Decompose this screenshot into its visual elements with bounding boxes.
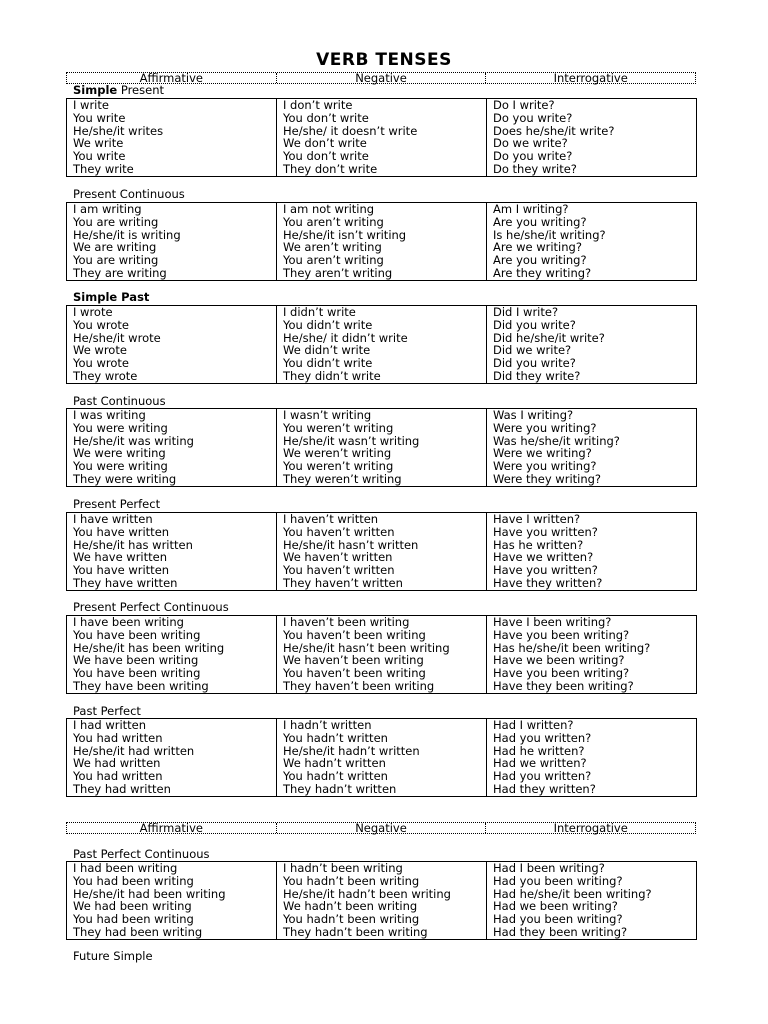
conjugation-line: You wrote <box>73 356 129 371</box>
conjugation-line: He/she/it hasn’t written <box>283 537 419 552</box>
conjugation-line: You hadn’t written <box>283 769 388 784</box>
conjugation-line: You aren’t writing <box>283 253 384 268</box>
conjugation-line: You didn’t write <box>283 356 373 371</box>
conjugation-line: You don’t write <box>283 149 369 164</box>
conjugation-line: They aren’t writing <box>283 265 393 280</box>
conjugation-line: You are writing <box>73 214 159 229</box>
conjugation-line: Has he written? <box>493 537 584 552</box>
tense-table <box>66 512 697 591</box>
tense-table <box>66 98 697 177</box>
conjugation-line: Had I written? <box>493 718 574 732</box>
conjugation-line: Had he/she/it been writing? <box>493 886 652 901</box>
conjugation-line: You aren’t writing <box>283 214 384 229</box>
conjugation-line: I hadn’t been writing <box>283 861 403 875</box>
conjugation-line: Was he/she/it writing? <box>493 433 620 448</box>
conjugation-line: Did he/she/it write? <box>493 330 605 345</box>
conjugation-line: Had you written? <box>493 730 592 745</box>
tense-table <box>66 408 697 487</box>
conjugation-line: Does he/she/it write? <box>493 123 615 138</box>
conjugation-line: Have we written? <box>493 550 594 565</box>
conjugation-line: Do I write? <box>493 98 555 112</box>
conjugation-line: Have you been writing? <box>493 627 630 642</box>
conjugation-line: He/she/it isn’t writing <box>283 227 407 242</box>
conjugation-line: You had been writing <box>73 873 194 888</box>
conjugation-line: They hadn’t been writing <box>283 924 428 939</box>
section-label-text: Present Continuous <box>73 187 185 201</box>
conjugation-line: They have been writing <box>73 678 209 693</box>
cell-affirmative <box>67 616 277 694</box>
section-label-future-simple: Future Simple <box>73 949 153 963</box>
section-label <box>73 188 185 201</box>
tense-table <box>66 202 697 281</box>
cell-affirmative <box>67 719 277 797</box>
conjugation-line: Had you been writing? <box>493 873 623 888</box>
conjugation-line: We hadn’t been writing <box>283 899 418 914</box>
conjugation-line: They have written <box>73 575 178 590</box>
conjugation-line: They haven’t been writing <box>283 678 435 693</box>
table-row <box>67 306 697 384</box>
conjugation-line: You were writing <box>73 420 168 435</box>
conjugation-line: They haven’t written <box>283 575 403 590</box>
header-affirmative: Affirmative <box>67 823 277 833</box>
conjugation-line: Are we writing? <box>493 240 582 255</box>
cell-interrogative <box>487 862 697 940</box>
conjugation-line: We have been writing <box>73 653 199 668</box>
header-negative: Negative <box>277 823 487 833</box>
conjugation-line: Am I writing? <box>493 202 569 216</box>
conjugation-line: They didn’t write <box>283 368 381 383</box>
cell-interrogative <box>487 306 697 384</box>
section-label-text: Present Perfect Continuous <box>73 600 229 614</box>
section-label <box>73 84 164 97</box>
conjugation-line: I wasn’t writing <box>283 408 372 422</box>
conjugation-line: He/she/it had been writing <box>73 886 226 901</box>
section-label-text: Present Perfect <box>73 497 161 511</box>
cell-affirmative <box>67 513 277 591</box>
conjugation-line: Had they written? <box>493 781 596 796</box>
cell-interrogative <box>487 99 697 177</box>
conjugation-line: We wrote <box>73 343 127 358</box>
conjugation-line: Was I writing? <box>493 408 574 422</box>
conjugation-line: Are you writing? <box>493 214 587 229</box>
conjugation-line: He/she/it wasn’t writing <box>283 433 420 448</box>
conjugation-line: You had written <box>73 730 163 745</box>
cell-negative <box>277 862 487 940</box>
cell-negative <box>277 306 487 384</box>
conjugation-line: They were writing <box>73 471 177 486</box>
cell-negative <box>277 99 487 177</box>
conjugation-line: Had you been writing? <box>493 912 623 927</box>
table-row <box>67 409 697 487</box>
header-interrogative: Interrogative <box>553 71 628 85</box>
conjugation-line: Did they write? <box>493 368 581 383</box>
conjugation-line: We write <box>73 136 124 151</box>
conjugation-line: Has he/she/it been writing? <box>493 640 651 655</box>
section-label <box>73 601 229 614</box>
conjugation-line: He/she/it hasn’t been writing <box>283 640 450 655</box>
cell-negative <box>277 409 487 487</box>
conjugation-line: You were writing <box>73 459 168 474</box>
conjugation-line: He/she/it is writing <box>73 227 181 242</box>
table-row <box>67 99 697 177</box>
conjugation-line: Were you writing? <box>493 420 597 435</box>
conjugation-line: We were writing <box>73 446 166 461</box>
section-label-text: Past Perfect <box>73 704 141 718</box>
tense-table <box>66 718 697 797</box>
table-row <box>67 203 697 281</box>
section-label-bold: Simple Past <box>73 290 150 304</box>
conjugation-line: We didn’t write <box>283 343 371 358</box>
section-label <box>73 848 210 861</box>
conjugation-line: We don’t write <box>283 136 367 151</box>
cell-affirmative <box>67 203 277 281</box>
header-interrogative: Interrogative <box>553 821 628 835</box>
conjugation-line: I didn’t write <box>283 305 356 319</box>
conjugation-line: Have they written? <box>493 575 603 590</box>
cell-interrogative <box>487 719 697 797</box>
section-label <box>73 291 149 304</box>
conjugation-line: He/she/it hadn’t written <box>283 743 420 758</box>
cell-negative <box>277 513 487 591</box>
conjugation-line: I hadn’t written <box>283 718 372 732</box>
table-row <box>67 719 697 797</box>
conjugation-line: We hadn’t written <box>283 756 386 771</box>
conjugation-line: You haven’t written <box>283 563 395 578</box>
page-title: VERB TENSES <box>316 50 452 70</box>
conjugation-line: You had been writing <box>73 912 194 927</box>
cell-interrogative <box>487 513 697 591</box>
conjugation-line: Were you writing? <box>493 459 597 474</box>
conjugation-line: Are you writing? <box>493 253 587 268</box>
conjugation-line: I don’t write <box>283 98 353 112</box>
conjugation-line: You weren’t writing <box>283 420 394 435</box>
cell-affirmative <box>67 409 277 487</box>
conjugation-line: I was writing <box>73 408 146 422</box>
conjugation-line: You wrote <box>73 317 129 332</box>
conjugation-line: I am writing <box>73 202 142 216</box>
conjugation-line: They wrote <box>73 368 138 383</box>
conjugation-line: They write <box>73 161 134 176</box>
conjugation-line: You have written <box>73 563 170 578</box>
conjugation-line: They don’t write <box>283 161 378 176</box>
conjugation-line: Did we write? <box>493 343 572 358</box>
cell-affirmative <box>67 99 277 177</box>
cell-interrogative <box>487 616 697 694</box>
conjugation-line: They are writing <box>73 265 167 280</box>
conjugation-line: Had he written? <box>493 743 585 758</box>
column-header-row-repeat <box>66 822 696 834</box>
conjugation-line: We haven’t been writing <box>283 653 424 668</box>
conjugation-line: You have written <box>73 524 170 539</box>
conjugation-line: You have been writing <box>73 666 201 681</box>
conjugation-line: You had written <box>73 769 163 784</box>
conjugation-line: Have you written? <box>493 524 598 539</box>
conjugation-line: I have been writing <box>73 615 184 629</box>
section-label-text: Past Perfect Continuous <box>73 847 210 861</box>
conjugation-line: You hadn’t been writing <box>283 873 420 888</box>
conjugation-line: You write <box>73 110 126 125</box>
conjugation-line: Do you write? <box>493 110 573 125</box>
section-label <box>73 705 141 718</box>
conjugation-line: He/she/it has been writing <box>73 640 225 655</box>
conjugation-line: Have I been writing? <box>493 615 612 629</box>
conjugation-line: They had written <box>73 781 171 796</box>
conjugation-line: You haven’t been writing <box>283 627 426 642</box>
conjugation-line: He/she/it had written <box>73 743 195 758</box>
conjugation-line: They had been writing <box>73 924 203 939</box>
section-label-bold: Simple <box>73 83 118 97</box>
conjugation-line: Do they write? <box>493 161 577 176</box>
conjugation-line: He/she/it wrote <box>73 330 161 345</box>
conjugation-line: We haven’t written <box>283 550 393 565</box>
section-label <box>73 395 166 408</box>
table-row <box>67 513 697 591</box>
conjugation-line: You have been writing <box>73 627 201 642</box>
conjugation-line: We weren’t writing <box>283 446 392 461</box>
conjugation-line: He/she/it has written <box>73 537 193 552</box>
tense-table <box>66 615 697 694</box>
conjugation-line: He/she/it hadn’t been writing <box>283 886 451 901</box>
conjugation-line: Have you been writing? <box>493 666 630 681</box>
conjugation-line: Were we writing? <box>493 446 592 461</box>
conjugation-line: You haven’t written <box>283 524 395 539</box>
conjugation-line: You are writing <box>73 253 159 268</box>
conjugation-line: Did you write? <box>493 356 576 371</box>
conjugation-line: He/she/ it doesn’t write <box>283 123 418 138</box>
cell-interrogative <box>487 203 697 281</box>
cell-interrogative <box>487 409 697 487</box>
conjugation-line: Were they writing? <box>493 471 602 486</box>
conjugation-line: Have you written? <box>493 563 598 578</box>
conjugation-line: I had written <box>73 718 147 732</box>
cell-affirmative <box>67 306 277 384</box>
table-row <box>67 862 697 940</box>
conjugation-line: We had been writing <box>73 899 192 914</box>
conjugation-line: Had I been writing? <box>493 861 605 875</box>
conjugation-line: Did I write? <box>493 305 559 319</box>
conjugation-line: Have they been writing? <box>493 678 634 693</box>
conjugation-line: We have written <box>73 550 168 565</box>
tense-table <box>66 305 697 384</box>
conjugation-line: You write <box>73 149 126 164</box>
conjugation-line: I haven’t written <box>283 512 379 526</box>
conjugation-line: They weren’t writing <box>283 471 402 486</box>
conjugation-line: He/she/it was writing <box>73 433 194 448</box>
section-label-text: Past Continuous <box>73 394 166 408</box>
section-label <box>73 498 160 511</box>
conjugation-line: He/she/it writes <box>73 123 164 138</box>
conjugation-line: You hadn’t written <box>283 730 388 745</box>
conjugation-line: Did you write? <box>493 317 576 332</box>
conjugation-line: We are writing <box>73 240 157 255</box>
conjugation-line: I haven’t been writing <box>283 615 410 629</box>
conjugation-line: You haven’t been writing <box>283 666 426 681</box>
cell-negative <box>277 616 487 694</box>
conjugation-line: We had written <box>73 756 161 771</box>
conjugation-line: He/she/ it didn’t write <box>283 330 408 345</box>
conjugation-line: Are they writing? <box>493 265 592 280</box>
conjugation-line: Had they been writing? <box>493 924 628 939</box>
conjugation-line: You hadn’t been writing <box>283 912 420 927</box>
conjugation-line: I write <box>73 98 109 112</box>
conjugation-line: You don’t write <box>283 110 369 125</box>
conjugation-line: You didn’t write <box>283 317 373 332</box>
table-row <box>67 616 697 694</box>
conjugation-line: Do you write? <box>493 149 573 164</box>
conjugation-line: You weren’t writing <box>283 459 394 474</box>
conjugation-line: We aren’t writing <box>283 240 382 255</box>
conjugation-line: Had we written? <box>493 756 587 771</box>
section-label-text: Present <box>117 83 164 97</box>
conjugation-line: Had we been writing? <box>493 899 618 914</box>
conjugation-line: I had been writing <box>73 861 178 875</box>
cell-negative <box>277 719 487 797</box>
conjugation-line: I am not writing <box>283 202 375 216</box>
header-affirmative: Affirmative <box>67 73 277 83</box>
conjugation-line: Have we been writing? <box>493 653 625 668</box>
cell-affirmative <box>67 862 277 940</box>
conjugation-line: Had you written? <box>493 769 592 784</box>
conjugation-line: I have written <box>73 512 153 526</box>
tense-table <box>66 861 697 940</box>
conjugation-line: I wrote <box>73 305 113 319</box>
conjugation-line: Do we write? <box>493 136 568 151</box>
header-negative: Negative <box>277 73 487 83</box>
conjugation-line: They hadn’t written <box>283 781 397 796</box>
conjugation-line: Is he/she/it writing? <box>493 227 606 242</box>
conjugation-line: Have I written? <box>493 512 581 526</box>
cell-negative <box>277 203 487 281</box>
